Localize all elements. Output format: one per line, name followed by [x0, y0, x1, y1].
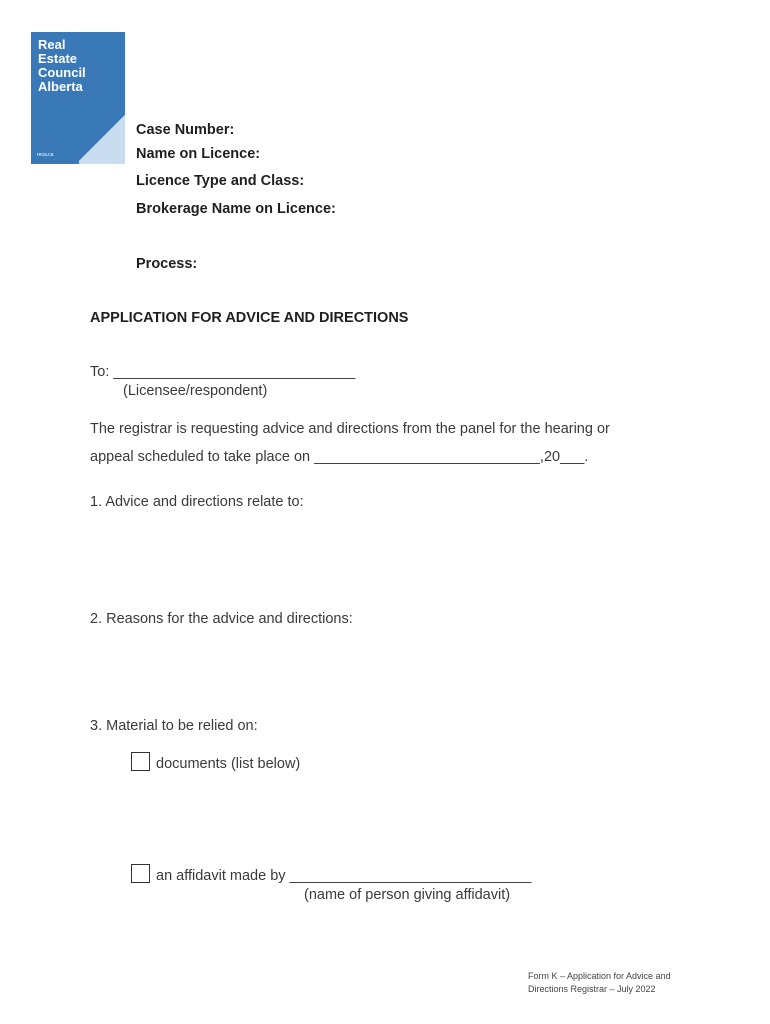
name-on-licence-label: Name on Licence:	[136, 146, 261, 162]
affidavit-caption: (name of person giving affidavit)	[304, 887, 511, 903]
documents-option-label: documents (list below)	[156, 756, 301, 772]
to-field-caption: (Licensee/respondent)	[123, 383, 268, 399]
documents-checkbox[interactable]	[131, 752, 150, 771]
item-advice-directions: 1. Advice and directions relate to:	[90, 494, 304, 510]
footer-line-2: Directions Registrar – July 2022	[528, 984, 656, 994]
logo-page-curl	[79, 112, 125, 164]
case-number-label: Case Number:	[136, 122, 235, 138]
brokerage-name-label: Brokerage Name on Licence:	[136, 201, 336, 217]
item-reasons: 2. Reasons for the advice and directions:	[90, 611, 353, 627]
intro-line-2: appeal scheduled to take place on ____________________________,20___.	[90, 449, 589, 465]
logo-name: Real Estate Council Alberta	[38, 37, 86, 94]
affidavit-option-label: an affidavit made by ______________________________	[156, 868, 532, 884]
item-material: 3. Material to be relied on:	[90, 718, 258, 734]
intro-line-1: The registrar is requesting advice and directions from the panel for the hearing or	[90, 421, 610, 437]
process-label: Process:	[136, 256, 198, 272]
affidavit-checkbox[interactable]	[131, 864, 150, 883]
to-field: To: ______________________________	[90, 364, 356, 380]
logo-website: reca.ca	[37, 152, 54, 158]
reca-logo	[31, 32, 125, 164]
form-title: APPLICATION FOR ADVICE AND DIRECTIONS	[90, 310, 409, 326]
form-footer	[528, 970, 688, 996]
footer-line-1: Form K – Application for Advice and	[528, 971, 671, 981]
licence-type-label: Licence Type and Class:	[136, 173, 305, 189]
